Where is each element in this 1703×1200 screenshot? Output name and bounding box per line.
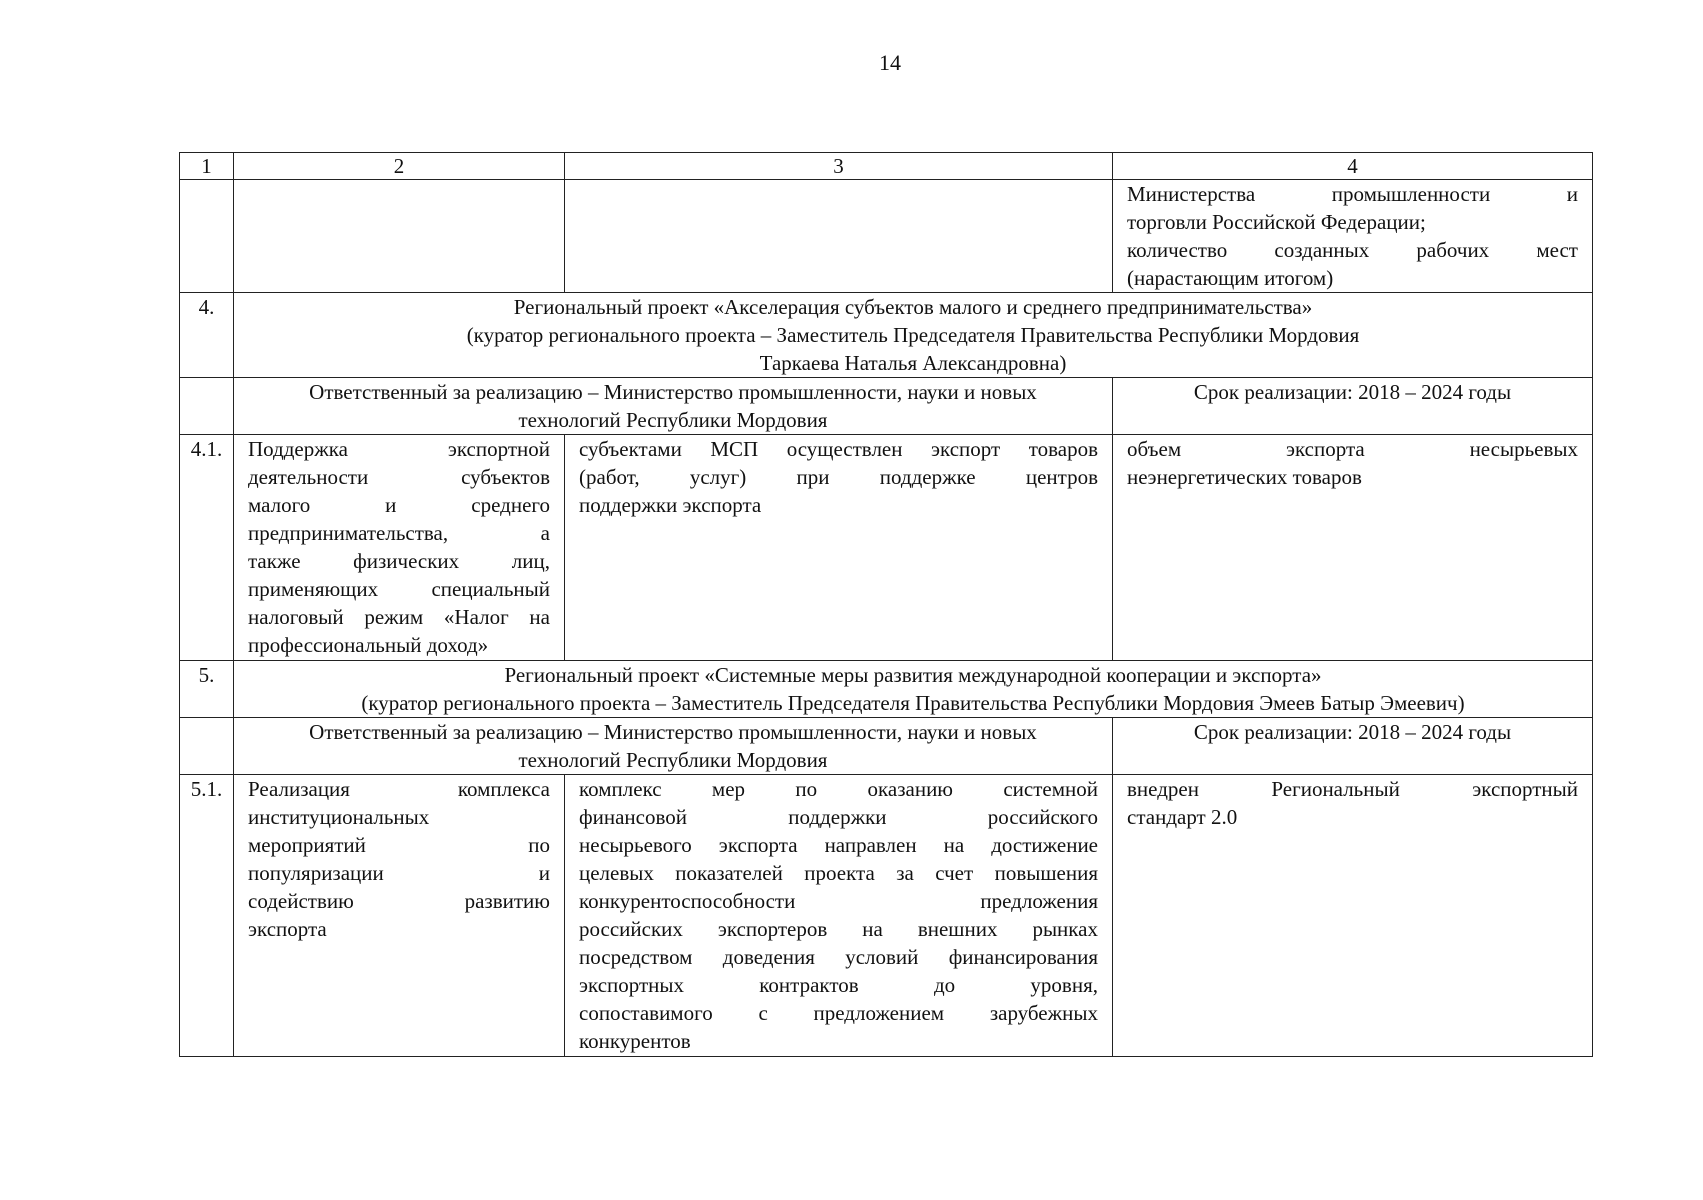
section-5-term: Срок реализации: 2018 – 2024 годы [1113,718,1593,775]
cell-measure [234,180,565,293]
section-5-responsible: Ответственный за реализацию – Министерство промышленности, науки и новых технологий Республики Мордовия [234,718,1113,775]
row-4-1-indicator: объем экспорта несырьевых неэнергетических товаров [1113,435,1593,661]
section-5-responsible-row [180,718,1593,775]
indicator-text: Министерства промышленности и торговли Российской Федерации; количество созданных рабочих мест (нарастающим итогом) [1127,182,1578,290]
header-col-3: 3 [565,153,1113,180]
row-4-1-number: 4.1. [180,435,234,661]
section-5-title-row [180,661,1593,718]
section-4-title: Региональный проект «Акселерация субъектов малого и среднего предпринимательства» (куратор регионального проекта – Заместитель Председателя Правительства Республики Мордовия Таркаева Наталья Александровна) [234,293,1593,378]
section-4-number: 4. [180,293,234,378]
header-col-1: 1 [180,153,234,180]
section-4-responsible-row [180,378,1593,435]
row-5-1-result: комплекс мер по оказанию системной финансовой поддержки российского несырьевого экспорта направлен на достижение целевых показателей проекта за счет повышения конкурентоспособности предложения российских экспортеров на внешних рынках посредством доведения условий финансирования экспортных контрактов до уровня, сопоставимого с предложением зарубежных конкурентов [565,775,1113,1057]
row-5-1-number: 5.1. [180,775,234,1057]
table-row-5-1 [180,775,1593,1057]
cell-indicator [1113,180,1593,293]
cell-result [565,180,1113,293]
header-col-2: 2 [234,153,565,180]
section-5-title: Региональный проект «Системные меры развития международной кооперации и экспорта» (куратор регионального проекта – Заместитель Председателя Правительства Республики Мордовия Эмеев Батыр Эмеевич) [234,661,1593,718]
cell-number [180,180,234,293]
section-4-title-row [180,293,1593,378]
table-row-continuation [180,180,1593,293]
table-row-4-1 [180,435,1593,661]
row-5-1-indicator: внедрен Региональный экспортный стандарт 2.0 [1113,775,1593,1057]
table-header-row [180,153,1593,180]
document-table [179,152,1593,1057]
row-4-1-measure: Поддержка экспортной деятельности субъектов малого и среднего предпринимательства, а также физических лиц, применяющих специальный налоговый режим «Налог на профессиональный доход» [234,435,565,661]
header-col-4: 4 [1113,153,1593,180]
cell-number [180,378,234,435]
row-5-1-measure: Реализация комплекса институциональных мероприятий по популяризации и содействию развитию экспорта [234,775,565,1057]
section-5-number: 5. [180,661,234,718]
row-4-1-result: субъектами МСП осуществлен экспорт товаров (работ, услуг) при поддержке центров поддержки экспорта [565,435,1113,661]
page-number: 14 [879,50,901,75]
cell-number [180,718,234,775]
section-4-responsible: Ответственный за реализацию – Министерство промышленности, науки и новых технологий Республики Мордовия [234,378,1113,435]
section-4-term: Срок реализации: 2018 – 2024 годы [1113,378,1593,435]
